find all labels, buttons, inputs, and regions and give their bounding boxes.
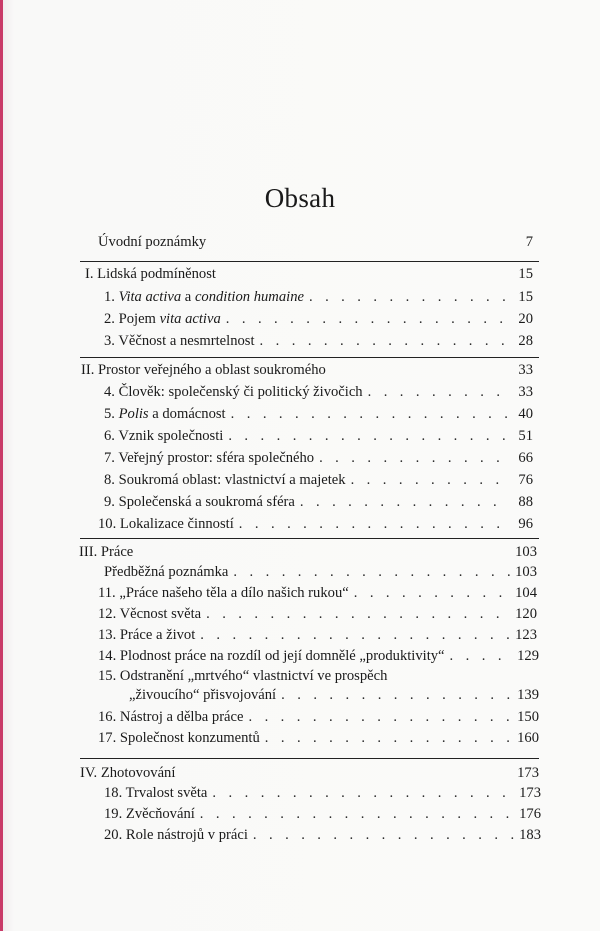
entry-page: 88	[518, 494, 533, 510]
entry-label: 5. Polis a domácnost	[104, 406, 226, 422]
toc-entry	[104, 805, 541, 823]
entry-page: 103	[515, 564, 537, 580]
dot-leader	[260, 332, 510, 350]
page-title: Obsah	[264, 183, 336, 213]
toc-entry	[104, 332, 533, 350]
dot-leader	[206, 605, 512, 623]
dot-leader	[233, 563, 512, 581]
toc-entry	[98, 626, 537, 644]
toc-entry	[104, 288, 533, 306]
dot-leader	[281, 686, 514, 704]
toc-entry	[98, 584, 537, 602]
toc-intro-page: 7	[525, 234, 533, 250]
entry-page: 28	[518, 333, 533, 349]
entry-label: 14. Plodnost práce na rozdíl od její domnělé „produktivity“	[98, 648, 445, 664]
dot-leader	[368, 383, 510, 401]
toc-entry	[104, 310, 533, 328]
toc-entry	[104, 493, 533, 511]
toc-intro	[98, 233, 533, 251]
entry-label: 3. Věčnost a nesmrtelnost	[104, 333, 255, 349]
entry-label: 8. Soukromá oblast: vlastnictví a majetek	[104, 472, 346, 488]
chapter-page: 15	[518, 266, 533, 282]
toc-entry	[104, 826, 541, 844]
entry-page: 183	[519, 827, 541, 843]
toc-entry	[98, 729, 539, 747]
dot-leader	[253, 826, 516, 844]
entry-page: 120	[515, 606, 537, 622]
toc-entry	[104, 784, 541, 802]
dot-leader	[228, 427, 510, 445]
dot-leader	[309, 288, 510, 306]
toc-prelim	[104, 563, 537, 581]
entry-label: 16. Nástroj a dělba práce	[98, 709, 244, 725]
toc-entry	[98, 708, 539, 726]
entry-page: 40	[518, 406, 533, 422]
toc-entry	[98, 515, 533, 533]
entry-label: 11. „Práce našeho těla a dílo našich rukou“	[98, 585, 349, 601]
toc-entry	[104, 449, 533, 467]
toc-entry	[129, 686, 539, 704]
chapter-page: 103	[515, 544, 537, 560]
entry-page: 160	[517, 730, 539, 746]
entry-page: 20	[518, 311, 533, 327]
dot-leader	[231, 405, 510, 423]
entry-label: 18. Trvalost světa	[104, 785, 208, 801]
section-divider	[80, 261, 539, 262]
entry-page: 176	[519, 806, 541, 822]
entry-page: 129	[517, 648, 539, 664]
dot-leader	[200, 626, 512, 644]
chapter-heading: III. Práce	[79, 544, 134, 560]
section-divider	[80, 758, 539, 759]
entry-page: 96	[518, 516, 533, 532]
toc-entry	[104, 471, 533, 489]
entry-label: 19. Zvěcňování	[104, 806, 195, 822]
chapter-heading: II. Prostor veřejného a oblast soukromého	[81, 362, 326, 378]
entry-page: 150	[517, 709, 539, 725]
dot-leader	[450, 647, 515, 665]
toc-entry	[104, 427, 533, 445]
entry-label: 20. Role nástrojů v práci	[104, 827, 248, 843]
chapter-page: 33	[518, 362, 533, 378]
toc-entry	[104, 383, 533, 401]
dot-leader	[354, 584, 512, 602]
entry-page: 104	[515, 585, 537, 601]
entry-label: 10. Lokalizace činností	[98, 516, 234, 532]
entry-page: 66	[518, 450, 533, 466]
toc-chapter-heading	[80, 764, 539, 782]
entry-label: 17. Společnost konzumentů	[98, 730, 260, 746]
dot-leader	[351, 471, 510, 489]
dot-leader	[265, 729, 514, 747]
dot-leader	[200, 805, 516, 823]
toc-entry	[104, 405, 533, 423]
entry-label: 9. Společenská a soukromá sféra	[104, 494, 295, 510]
entry-page: 139	[517, 687, 539, 703]
toc-chapter-heading	[81, 361, 533, 379]
entry-page: 33	[518, 384, 533, 400]
chapter-heading: I. Lidská podmíněnost	[85, 266, 216, 282]
entry-label: 1. Vita activa a condition humaine	[104, 289, 304, 305]
toc-entry	[98, 605, 537, 623]
entry-label: 2. Pojem vita activa	[104, 311, 221, 327]
dot-leader	[300, 493, 510, 511]
entry-page: 15	[518, 289, 533, 305]
toc-intro-label: Úvodní poznámky	[98, 234, 207, 250]
dot-leader	[239, 515, 510, 533]
entry-page: 123	[515, 627, 537, 643]
entry-label: 12. Věcnost světa	[98, 606, 202, 622]
toc-chapter-heading	[79, 543, 537, 561]
entry-label: 6. Vznik společnosti	[104, 428, 224, 444]
toc-chapter-heading	[85, 265, 533, 283]
dot-leader	[248, 708, 514, 726]
dot-leader	[212, 784, 516, 802]
entry-label: 13. Práce a život	[98, 627, 196, 643]
entry-page: 173	[519, 785, 541, 801]
section-divider	[80, 357, 539, 358]
entry-label: 4. Člověk: společenský či politický živočich	[104, 384, 363, 400]
dot-leader	[226, 310, 510, 328]
chapter-page: 173	[517, 765, 539, 781]
section-divider	[80, 538, 539, 539]
entry-label: 7. Veřejný prostor: sféra společného	[104, 450, 315, 466]
entry-label: „živoucího“ přisvojování	[129, 687, 277, 703]
toc-entry	[98, 647, 539, 665]
entry-page: 76	[518, 472, 533, 488]
entry-page: 51	[518, 428, 533, 444]
entry-label: Předběžná poznámka	[104, 564, 229, 580]
toc-entry-line1: 15. Odstranění „mrtvého“ vlastnictví ve prospěch	[98, 668, 388, 684]
chapter-heading: IV. Zhotovování	[80, 765, 176, 781]
dot-leader	[319, 449, 510, 467]
